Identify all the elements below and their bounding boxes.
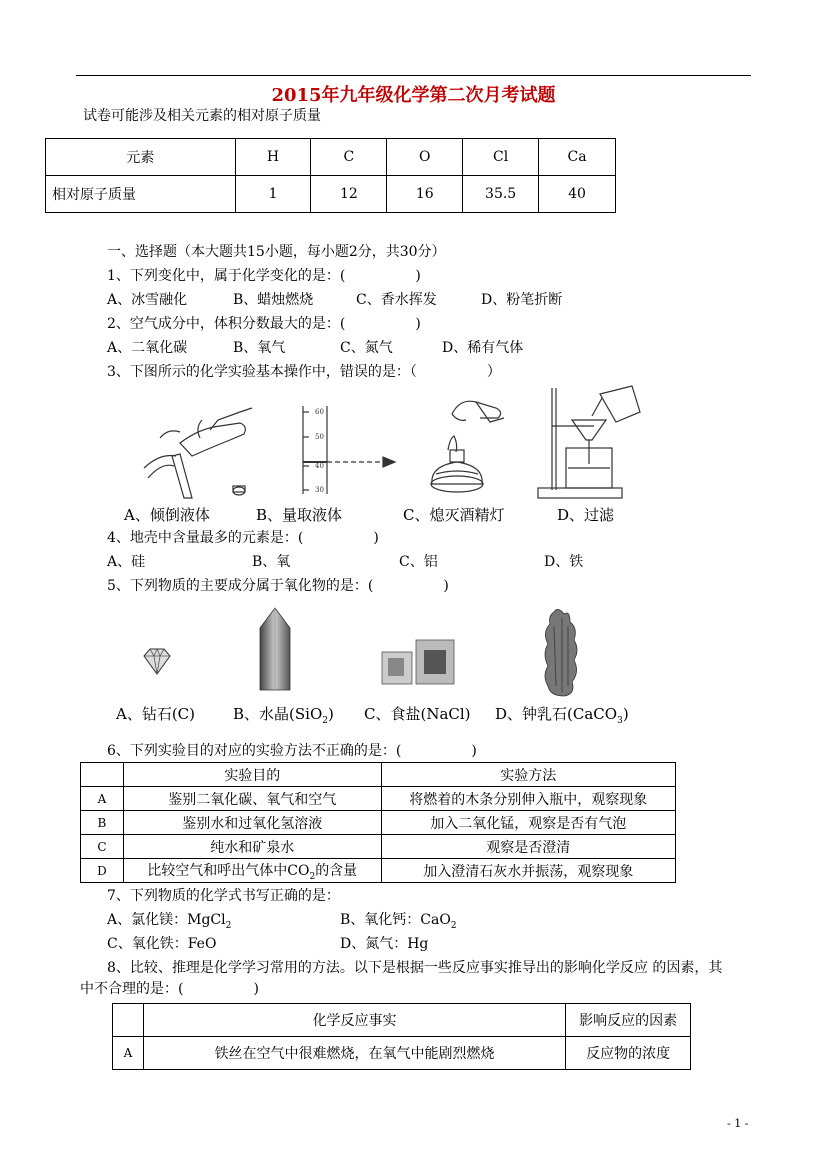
q3-label-c: C、熄灭酒精灯 (403, 506, 505, 524)
q3-label-a: A、倾倒液体 (124, 506, 210, 524)
subscript: 2 (225, 920, 232, 931)
q4-option-a: A、硅 (107, 554, 146, 570)
table-cell: 实验目的 (123, 763, 381, 787)
q2-option-a: A、二氧化碳 (107, 340, 188, 356)
salt-crystal-image (380, 636, 456, 688)
table-cell: Ca (539, 139, 616, 176)
table-row (81, 787, 676, 811)
table-cell: 将燃着的木条分别伸入瓶中，观察现象 (381, 787, 676, 811)
table-cell: H (235, 139, 311, 176)
measuring-cylinder-figure (295, 404, 405, 496)
table-cell: 反应物的浓度 (566, 1037, 691, 1070)
q7-option-d: D、氮气：Hg (340, 936, 429, 952)
q5-stem: 5、下列物质的主要成分属于氧化物的是：( ) (107, 578, 449, 594)
q1-option-d: D、粉笔折断 (481, 292, 563, 308)
q8-stem-line1: 8、比较、推理是化学学习常用的方法。以下是根据一些反应事实推导出的影响化学反应 的因素，其 (107, 960, 723, 976)
q1-option-c: C、香水挥发 (356, 292, 437, 308)
q4-option-d: D、铁 (544, 554, 584, 570)
tick-label: 40 (315, 462, 324, 470)
table-cell: 化学反应事实 (143, 1004, 565, 1037)
q5-label-b (233, 703, 334, 726)
table-cell: O (387, 139, 463, 176)
table-row (81, 835, 676, 859)
label-text: B、水晶(SiO (233, 705, 323, 723)
page-number: - 1 - (727, 1117, 749, 1130)
subscript: 2 (322, 716, 328, 726)
option-text: A、氯化镁：MgCl (107, 912, 226, 928)
table-cell: 相对原子质量 (46, 176, 236, 213)
q7-option-a (107, 909, 231, 931)
table-cell: 16 (387, 176, 463, 213)
q1-option-a: A、冰雪融化 (107, 292, 188, 308)
q4-option-b: B、氧 (252, 554, 291, 570)
diamond-image (140, 646, 174, 676)
table-cell: 铁丝在空气中很难燃烧，在氧气中能剧烈燃烧 (143, 1037, 565, 1070)
q3-label-b: B、量取液体 (256, 506, 343, 524)
table-cell: 纯水和矿泉水 (123, 835, 381, 859)
label-text: D、钟乳石(CaCO (495, 705, 618, 723)
table-cell: A (81, 787, 124, 811)
intro-text: 试卷可能涉及相关元素的相对原子质量 (83, 108, 321, 124)
table-row (81, 763, 676, 787)
table-cell: Cl (463, 139, 539, 176)
table-cell: B (81, 811, 124, 835)
table-cell: 加入二氧化锰，观察是否有气泡 (381, 811, 676, 835)
tick-label: 30 (315, 486, 324, 494)
table-cell: 40 (539, 176, 616, 213)
q5-label-a: A、钻石(C) (116, 705, 196, 723)
q4-stem: 4、地壳中含量最多的元素是：( ) (107, 530, 379, 546)
q8-table (112, 1003, 691, 1070)
table-cell: A (113, 1037, 144, 1070)
label-text: ) (327, 705, 334, 723)
q2-option-d: D、稀有气体 (442, 340, 524, 356)
subscript: 2 (450, 920, 457, 931)
q3-stem: 3、下图所示的化学实验基本操作中，错误的是：（ ） (107, 364, 501, 380)
q6-stem: 6、下列实验目的对应的实验方法不正确的是：( ) (107, 743, 477, 759)
table-cell: D (81, 859, 124, 883)
q1-option-b: B、蜡烛燃烧 (233, 292, 314, 308)
table-cell (113, 1004, 144, 1037)
q7-option-b (340, 909, 457, 931)
q4-option-c: C、铝 (399, 554, 438, 570)
table-row (81, 859, 676, 883)
cell-text: 的含量 (315, 862, 358, 879)
filtration-figure (532, 384, 647, 502)
q2-stem: 2、空气成分中，体积分数最大的是：( ) (107, 316, 421, 332)
q2-option-b: B、氧气 (233, 340, 286, 356)
quartz-crystal-image (256, 606, 294, 692)
table-cell: 鉴别水和过氧化氢溶液 (123, 811, 381, 835)
table-cell: C (311, 139, 387, 176)
table-cell: C (81, 835, 124, 859)
table-cell (81, 763, 124, 787)
q7-option-c: C、氧化铁：FeO (107, 936, 217, 952)
header-rule (76, 75, 751, 76)
q5-label-d (495, 703, 629, 726)
atomic-mass-table (45, 138, 616, 213)
table-cell: 实验方法 (381, 763, 676, 787)
section-heading: 一、选择题（本大题共15小题，每小题2分，共30分） (107, 244, 446, 260)
subscript: 2 (309, 871, 316, 882)
table-cell: 35.5 (463, 176, 539, 213)
tick-label: 60 (315, 408, 324, 416)
table-row (113, 1037, 691, 1070)
table-row (46, 176, 616, 213)
q3-label-d: D、过滤 (557, 506, 615, 524)
table-row (113, 1004, 691, 1037)
page-title: 2015年九年级化学第二次月考试题 (271, 85, 556, 106)
pouring-liquid-figure (140, 398, 265, 500)
alcohol-lamp-figure (420, 392, 520, 502)
table-cell: 12 (311, 176, 387, 213)
table-cell: 鉴别二氧化碳、氧气和空气 (123, 787, 381, 811)
q8-stem-line2: 中不合理的是：( ) (80, 981, 259, 997)
table-cell: 加入澄清石灰水并振荡，观察现象 (381, 859, 676, 883)
stalactite-image (540, 606, 582, 698)
q7-stem: 7、下列物质的化学式书写正确的是： (107, 888, 340, 904)
q1-stem: 1、下列变化中，属于化学变化的是：( ) (107, 268, 421, 284)
table-cell: 1 (235, 176, 311, 213)
table-row (81, 811, 676, 835)
option-text: B、氧化钙：CaO (340, 912, 451, 928)
table-cell: 观察是否澄清 (381, 835, 676, 859)
tick-label: 50 (315, 433, 324, 441)
q5-label-c: C、食盐(NaCl) (364, 705, 471, 723)
table-row (46, 139, 616, 176)
q2-option-c: C、氮气 (340, 340, 393, 356)
q6-table (80, 762, 676, 883)
label-text: ) (622, 705, 629, 723)
table-cell (123, 859, 381, 883)
table-cell: 元素 (46, 139, 236, 176)
table-cell: 影响反应的因素 (566, 1004, 691, 1037)
cell-text: 比较空气和呼出气体中CO (147, 862, 310, 879)
subscript: 3 (617, 716, 623, 726)
